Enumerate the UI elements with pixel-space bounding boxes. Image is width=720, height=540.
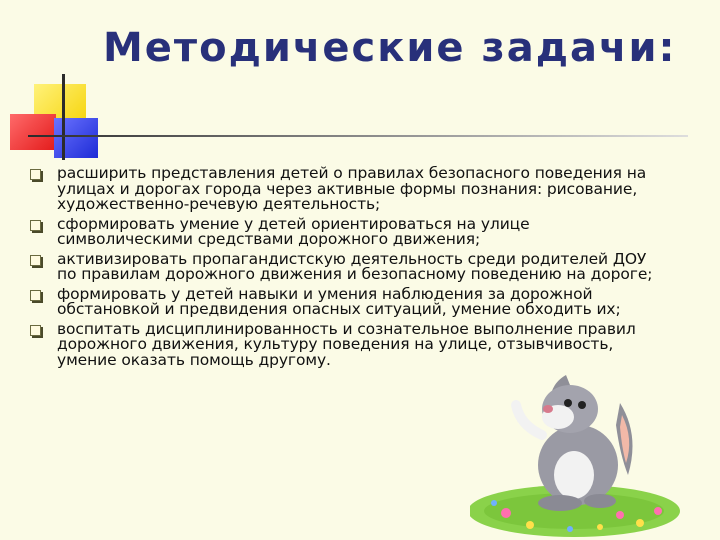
blue-square-decor bbox=[54, 118, 98, 158]
vertical-rule bbox=[62, 74, 65, 160]
list-item bbox=[30, 284, 670, 318]
square-bullet-icon bbox=[30, 255, 41, 266]
square-bullet-icon bbox=[30, 220, 41, 231]
square-bullet-icon bbox=[30, 169, 41, 180]
list-item-text: расширить представления детей о правилах безопасного поведения на улицах и дорогах города через активные формы познания: рисование, художественно-речевую деятельность; bbox=[57, 164, 647, 213]
list-item bbox=[30, 166, 670, 213]
list-item bbox=[30, 249, 670, 283]
list-item bbox=[30, 319, 670, 369]
red-square-decor bbox=[10, 114, 56, 150]
list-item-text: формировать у детей навыки и умения наблюдения за дорожной обстановкой и предвидения опасных ситуаций, умение обходить их; bbox=[57, 284, 621, 318]
list-item-text: воспитать дисциплинированность и сознательное выполнение правил дорожного движения, культуру поведения на улице, отзывчивость, умение оказать помощь другому. bbox=[57, 319, 636, 369]
tasks-list bbox=[30, 166, 670, 372]
square-bullet-icon bbox=[30, 325, 41, 336]
slide-title: Методические задачи: bbox=[103, 25, 677, 71]
list-item bbox=[30, 214, 670, 248]
bunny-illustration bbox=[470, 365, 688, 537]
square-bullet-icon bbox=[30, 290, 41, 301]
list-item-text: активизировать пропагандистскую деятельность среди родителей ДОУ по правилам дорожного движения и безопасному поведению на дороге; bbox=[57, 249, 653, 283]
horizontal-rule bbox=[28, 135, 688, 137]
list-item-text: сформировать умение у детей ориентироваться на улице символическими средствами дорожного движения; bbox=[57, 214, 530, 248]
